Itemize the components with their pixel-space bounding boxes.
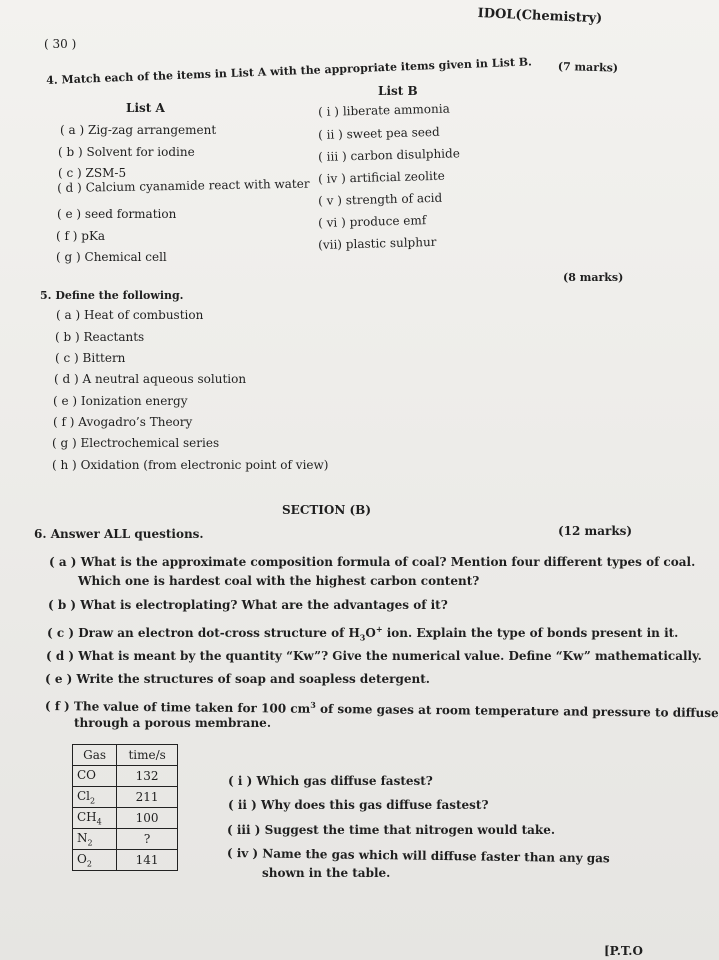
time-cell: 132 <box>117 766 178 787</box>
q6-f-iv-cont: shown in the table. <box>262 866 391 880</box>
section-title: SECTION (B) <box>282 503 372 517</box>
table-row <box>73 829 178 850</box>
q5-item: ( a ) Heat of combustion <box>56 308 204 322</box>
list-b-item: ( ii ) sweet pea seed <box>318 124 440 142</box>
time-cell: 100 <box>117 808 178 829</box>
q5-item: ( g ) Electrochemical series <box>52 436 220 450</box>
q5-item: ( b ) Reactants <box>55 330 145 344</box>
q6-f-iv: ( iv ) Name the gas which will diffuse faster than any gas <box>226 846 610 866</box>
q5-item: ( f ) Avogadro’s Theory <box>53 415 193 429</box>
list-a-item: ( d ) Calcium cyanamide react with water <box>57 176 310 195</box>
time-cell: ? <box>117 829 178 850</box>
table-row <box>73 787 178 808</box>
q5-item: ( d ) A neutral aqueous solution <box>54 372 247 386</box>
list-b-item: ( iv ) artificial zeolite <box>318 168 445 186</box>
gas-cell: $Cl_2$ <box>73 787 117 808</box>
table-row <box>73 808 178 829</box>
q5-stem: 5. Define the following. <box>40 289 184 302</box>
table-header-row <box>73 745 178 766</box>
gas-cell: $O_2$ <box>73 850 117 871</box>
list-b-item: ( i ) liberate ammonia <box>318 101 450 119</box>
table-header-gas: Gas <box>73 745 117 766</box>
list-a-item: ( b ) Solvent for iodine <box>58 145 195 159</box>
list-a-title: List A <box>126 101 165 115</box>
page-number: ( 30 ) <box>44 37 77 51</box>
list-b-title: List B <box>378 84 418 98</box>
q6-marks: (12 marks) <box>558 524 633 538</box>
q6-a-cont: Which one is hardest coal with the highest carbon content? <box>78 574 480 588</box>
q6-f: ( f ) The value of time taken for 100 $cm^3$ of some gases at room temperature and pressure to diffuse <box>44 698 719 721</box>
q4-marks: (7 marks) <box>557 60 619 75</box>
series-title: IDOL(Chemistry) <box>477 6 603 27</box>
q5-item: ( e ) Ionization energy <box>53 394 188 408</box>
list-b-item: ( v ) strength of acid <box>318 190 443 208</box>
table-header-time: time/s <box>117 745 178 766</box>
time-cell: 211 <box>117 787 178 808</box>
gas-cell: $CH_4$ <box>73 808 117 829</box>
gas-time-table <box>72 744 178 871</box>
gas-cell: CO <box>73 766 117 787</box>
q6-f-iii: ( iii ) Suggest the time that nitrogen would take. <box>227 823 556 837</box>
list-b-item: (vii) plastic sulphur <box>318 234 437 252</box>
list-b-item: ( vi ) produce emf <box>318 213 427 230</box>
list-a-item: ( c ) ZSM-5 <box>58 166 127 180</box>
q6-b: ( b ) What is electroplating? What are the advantages of it? <box>48 598 448 612</box>
table-row <box>73 766 178 787</box>
q6-a: ( a ) What is the approximate composition formula of coal? Mention four different types of coal. <box>49 555 696 569</box>
q6-stem: 6. Answer ALL questions. <box>34 527 204 541</box>
list-a-item: ( g ) Chemical cell <box>56 250 167 264</box>
pto-marker: [P.T.O <box>604 944 643 958</box>
q6-e: ( e ) Write the structures of soap and soapless detergent. <box>45 672 430 686</box>
list-a-item: ( f ) pKa <box>56 229 106 243</box>
list-a-item: ( e ) seed formation <box>57 207 177 221</box>
q6-d: ( d ) What is meant by the quantity “Kw”? Give the numerical value. Define “Kw” mathematically. <box>46 649 702 663</box>
list-b-item: ( iii ) carbon disulphide <box>318 146 461 164</box>
q6-f-cont: through a porous membrane. <box>74 716 271 730</box>
list-a-item: ( a ) Zig-zag arrangement <box>60 123 217 137</box>
q5-item: ( h ) Oxidation (from electronic point of view) <box>52 458 329 472</box>
q6-f-ii: ( ii ) Why does this gas diffuse fastest? <box>228 798 489 812</box>
table-row <box>73 850 178 871</box>
q5-marks: (8 marks) <box>563 271 624 284</box>
q6-c: ( c ) Draw an electron dot-cross structure of $H_3O^+$ ion. Explain the type of bonds present in it. <box>47 624 679 643</box>
gas-cell: $N_2$ <box>73 829 117 850</box>
q4-stem: 4. Match each of the items in List A with the appropriate items given in List B. <box>46 55 533 87</box>
q5-item: ( c ) Bittern <box>55 351 126 365</box>
time-cell: 141 <box>117 850 178 871</box>
q6-f-i: ( i ) Which gas diffuse fastest? <box>228 774 433 788</box>
